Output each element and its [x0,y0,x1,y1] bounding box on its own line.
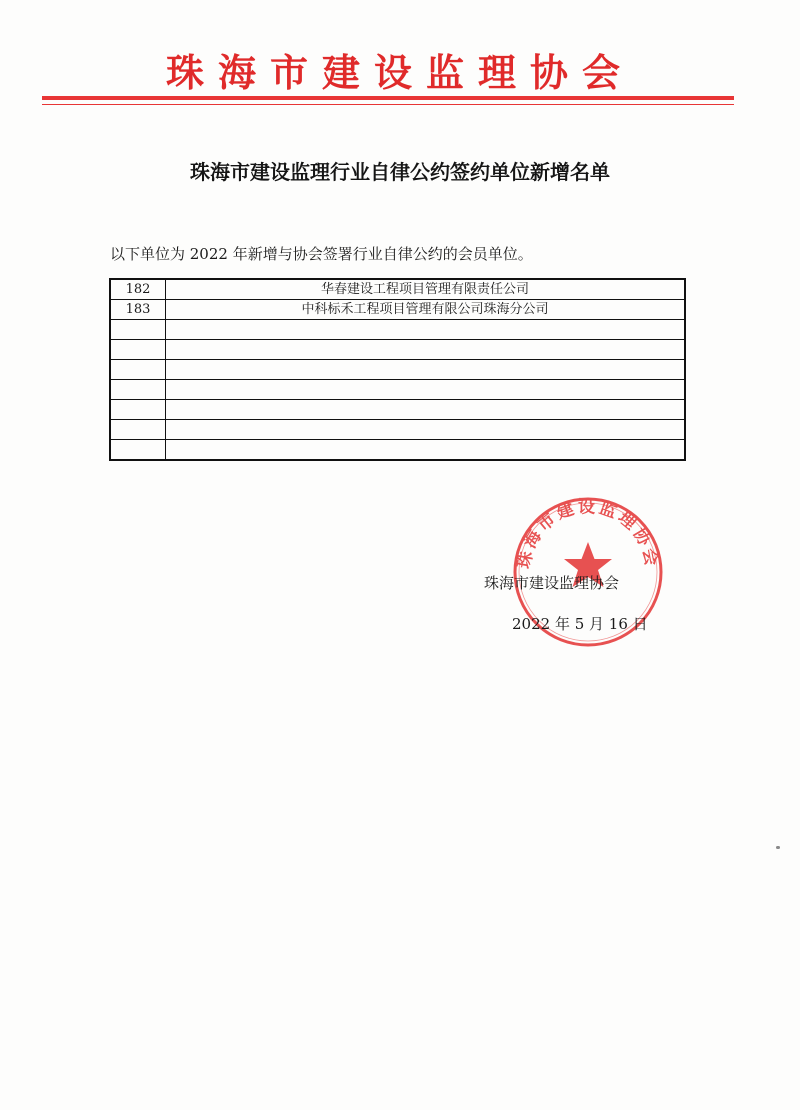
row-company-name [166,440,686,461]
row-number [110,420,166,440]
document-title: 珠海市建设监理行业自律公约签约单位新增名单 [190,160,610,184]
row-number: 182 [110,279,166,300]
table-row [110,300,685,320]
table-row [110,420,685,440]
row-number: 183 [110,300,166,320]
member-table [109,278,686,461]
table-row [110,400,685,420]
row-company-name: 华春建设工程项目管理有限责任公司 [166,279,686,300]
table-row [110,340,685,360]
intro-paragraph: 以下单位为 2022 年新增与协会签署行业自律公约的会员单位。 [110,245,533,263]
letterhead-title: 珠海市建设监理协会 [165,50,634,95]
row-number [110,360,166,380]
row-number [110,400,166,420]
table-row [110,440,685,461]
row-company-name [166,380,686,400]
row-company-name [166,420,686,440]
row-company-name [166,360,686,380]
signature-organization: 珠海市建设监理协会 [484,574,620,592]
scan-speck [776,846,780,849]
row-number [110,320,166,340]
row-company-name: 中科标禾工程项目管理有限公司珠海分公司 [166,300,686,320]
row-number [110,340,166,360]
letterhead-rule-thin [42,104,734,105]
row-company-name [166,400,686,420]
svg-text:珠海市建设监理协会: 珠海市建设监理协会 [514,497,662,571]
table-row [110,279,685,300]
letterhead-rule-thick [42,96,734,100]
row-number [110,380,166,400]
row-company-name [166,320,686,340]
signature-date: 2022 年 5 月 16 日 [512,615,648,633]
row-company-name [166,340,686,360]
table-row [110,380,685,400]
row-number [110,440,166,461]
table-row [110,360,685,380]
table-row [110,320,685,340]
